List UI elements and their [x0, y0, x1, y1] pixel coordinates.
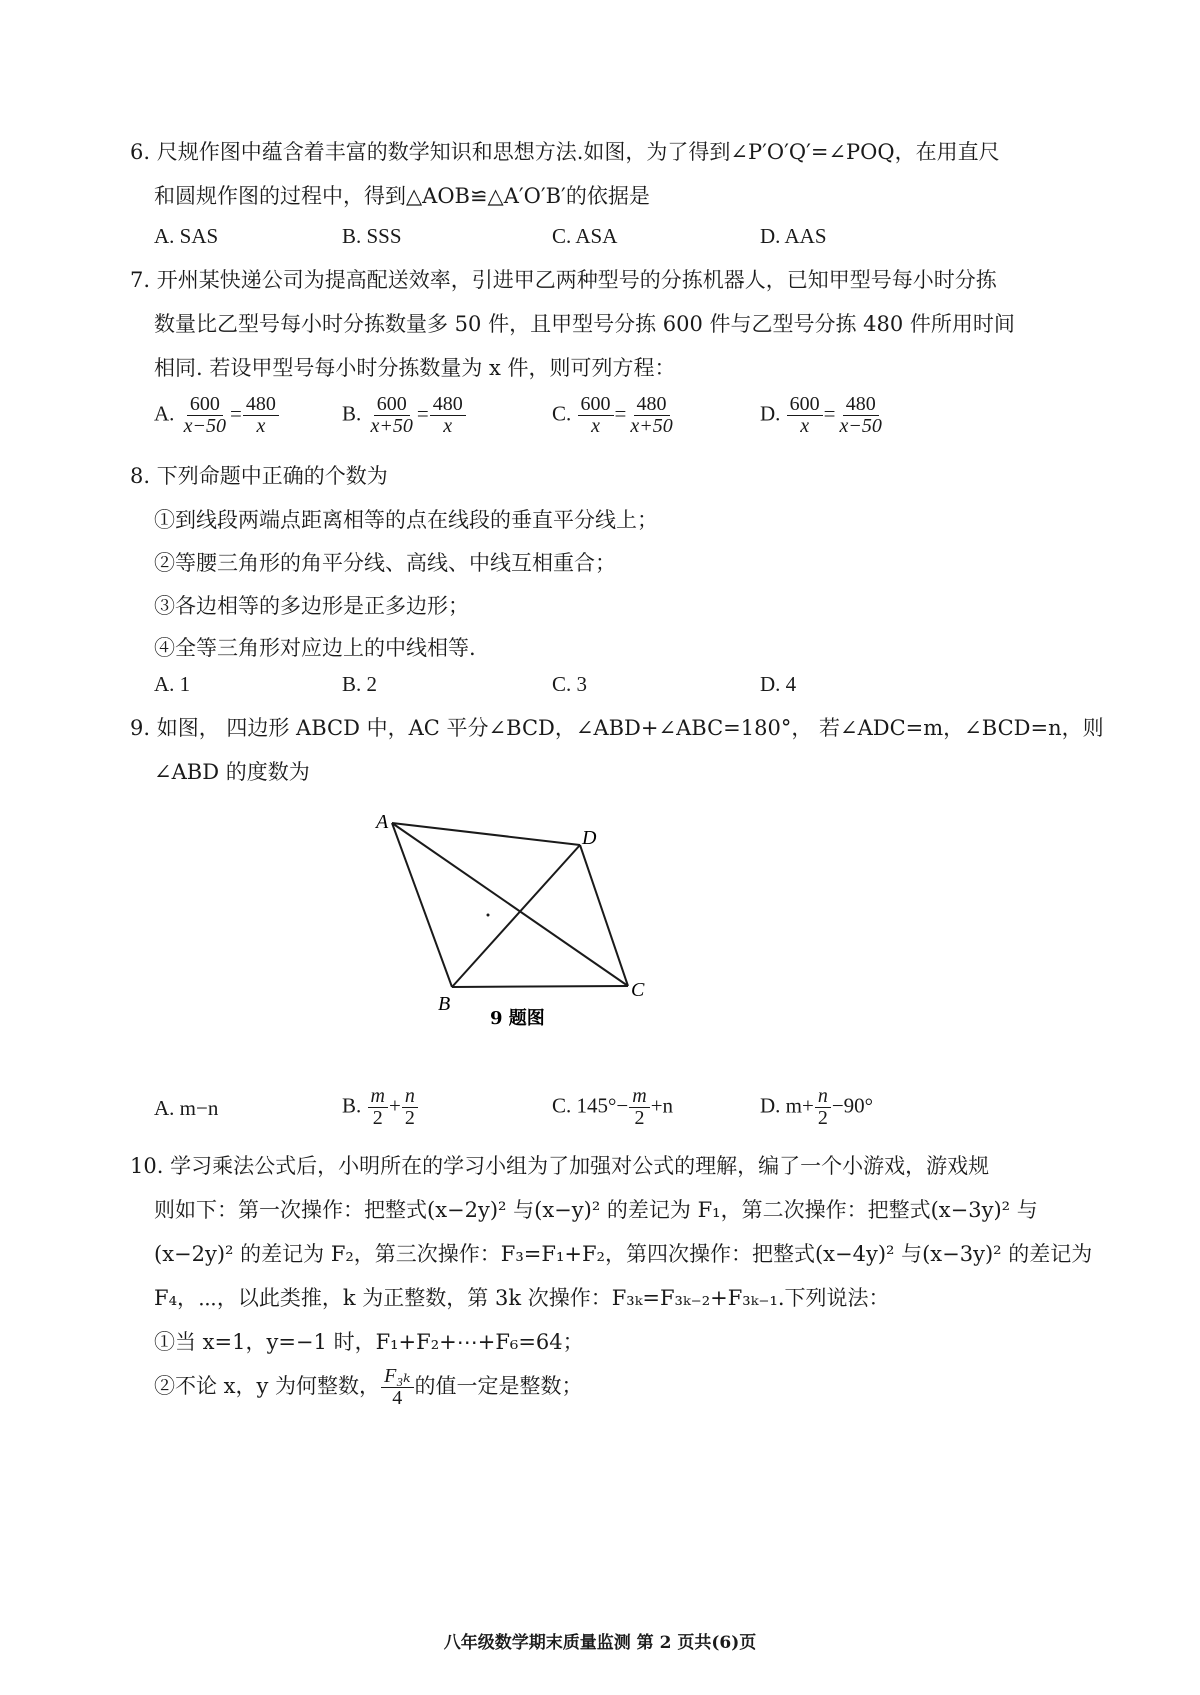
q8-item-3: ③各边相等的多边形是正多边形； — [154, 594, 469, 618]
q7-option-a-letter: A. — [154, 401, 175, 426]
q8-option-d: D. 4 — [760, 672, 797, 696]
page-footer: 八年级数学期末质量监测 第 2 页共(6)页 — [443, 1633, 757, 1653]
q8-item-4: ④全等三角形对应边上的中线相等. — [154, 636, 476, 660]
q7-option-a-frac2: $\frac{480}{x}$ — [243, 394, 279, 437]
edge-cb — [452, 986, 628, 987]
q9-option-a: A. m−n — [154, 1096, 219, 1120]
q9-option-d: D. m+ $\frac{n}{2}$ −90° — [760, 1085, 874, 1129]
q7-option-b-letter: B. — [342, 401, 362, 426]
q7-option-b: B. $\frac{600}{x+50}$ = $\frac{480}{x}$ — [342, 394, 467, 437]
q9-line2: ∠ABD 的度数为 — [154, 760, 310, 784]
q10-line2: 则如下：第一次操作：把整式(x−2y)² 与(x−y)² 的差记为 F₁，第二次操作：把整式(x−3y)² 与 — [154, 1198, 1038, 1222]
q7-option-c-frac1: $\frac{600}{x}$ — [578, 394, 614, 437]
q9-option-c-letter: C. 145°− — [552, 1093, 629, 1118]
q8-line1: 8. 下列命题中正确的个数为 — [130, 464, 388, 488]
q7-option-c-letter: C. — [552, 401, 572, 426]
q6-line2: 和圆规作图的过程中，得到△AOB≌△A′O′B′的依据是 — [154, 184, 650, 208]
q7-option-d-letter: D. — [760, 401, 781, 426]
q9-option-c-frac: $\frac{m}{2}$ — [629, 1086, 649, 1129]
q9-option-b: B. $\frac{m}{2}$ + $\frac{n}{2}$ — [342, 1086, 419, 1129]
q10-line3: (x−2y)² 的差记为 F₂，第三次操作：F₃=F₁+F₂，第四次操作：把整式(x−4y)² 与(x−3y)² 的差记为 — [154, 1242, 1093, 1266]
q8-item-2: ②等腰三角形的角平分线、高线、中线互相重合； — [154, 551, 616, 575]
q9-option-c: C. 145°− $\frac{m}{2}$ +n — [552, 1085, 674, 1129]
q9-option-b-letter: B. — [342, 1093, 362, 1118]
q8-option-a: A. 1 — [154, 672, 191, 696]
q9-figure — [360, 800, 680, 1040]
q6-option-d: D. AAS — [760, 224, 827, 248]
stray-dot — [487, 914, 490, 917]
q6-option-b: B. SSS — [342, 224, 402, 248]
q9-option-b-frac2: $\frac{n}{2}$ — [402, 1086, 418, 1129]
edge-ba — [392, 823, 452, 987]
q7-option-d-frac1: $\frac{600}{x}$ — [787, 394, 823, 437]
q6-option-c: C. ASA — [552, 224, 618, 248]
q10-item-2-prefix: ②不论 x，y 为何整数， — [154, 1374, 381, 1398]
q9-option-d-letter: D. m+ — [760, 1093, 814, 1118]
q10-line1: 10. 学习乘法公式后，小明所在的学习小组为了加强对公式的理解，编了一个小游戏，游戏规 — [130, 1154, 990, 1178]
q10-line4: F₄，⋯，以此类推，k 为正整数，第 3k 次操作：F₃ₖ=F₃ₖ₋₂+F₃ₖ₋₁.下列说法： — [154, 1286, 890, 1310]
q7-option-d: D. $\frac{600}{x}$ = $\frac{480}{x-50}$ — [760, 394, 886, 437]
edge-dc — [580, 845, 628, 986]
q6-line1: 6. 尺规作图中蕴含着丰富的数学知识和思想方法.如图，为了得到∠P′O′Q′=∠POQ，在用直尺 — [130, 140, 1000, 164]
q7-line2: 数量比乙型号每小时分拣数量多 50 件，且甲型号分拣 600 件与乙型号分拣 480 件所用时间 — [154, 312, 1015, 336]
q7-option-d-frac2: $\frac{480}{x-50}$ — [839, 393, 882, 437]
q7-option-b-frac1: $\frac{600}{x+50}$ — [370, 393, 413, 437]
q7-option-c-frac2: $\frac{480}{x+50}$ — [630, 393, 673, 437]
q10-item-1: ①当 x=1，y=−1 时，F₁+F₂+⋯+F₆=64； — [154, 1330, 584, 1354]
q8-item-1: ①到线段两端点距离相等的点在线段的垂直平分线上； — [154, 508, 658, 532]
q9-line1: 9. 如图， 四边形 ABCD 中，AC 平分∠BCD，∠ABD+∠ABC=180°， 若∠ADC=m，∠BCD=n，则 — [130, 716, 1104, 740]
q7-option-a-frac1: $\frac{600}{x-50}$ — [183, 393, 227, 437]
q7-option-b-frac2: $\frac{480}{x}$ — [430, 394, 466, 437]
q8-option-b: B. 2 — [342, 672, 378, 696]
q9-option-b-frac1: $\frac{m}{2}$ — [368, 1086, 388, 1129]
label-b: B — [438, 993, 451, 1015]
q9-option-d-frac: $\frac{n}{2}$ — [815, 1086, 831, 1129]
q10-item-2-frac: $\frac{\text{F₃ₖ}}{4}$ — [381, 1366, 413, 1409]
diagonal-bd — [452, 845, 580, 987]
q7-line3: 相同. 若设甲型号每小时分拣数量为 x 件，则可列方程： — [154, 356, 676, 380]
q7-option-c: C. $\frac{600}{x}$ = $\frac{480}{x+50}$ — [552, 394, 677, 437]
figure-caption: 9 题图 — [490, 1008, 545, 1029]
label-c: C — [631, 979, 645, 1001]
q7-option-a: A. $\frac{600}{x-50}$ = $\frac{480}{x}$ — [154, 394, 280, 437]
q6-option-a: A. SAS — [154, 224, 219, 248]
q7-line1: 7. 开州某快递公司为提高配送效率，引进甲乙两种型号的分拣机器人，已知甲型号每小时分拣 — [130, 268, 997, 292]
q10-item-2 — [154, 1366, 583, 1409]
label-d: D — [582, 827, 597, 849]
q10-item-2-suffix: 的值一定是整数； — [414, 1374, 583, 1398]
q8-option-c: C. 3 — [552, 672, 588, 696]
label-a: A — [376, 811, 389, 833]
